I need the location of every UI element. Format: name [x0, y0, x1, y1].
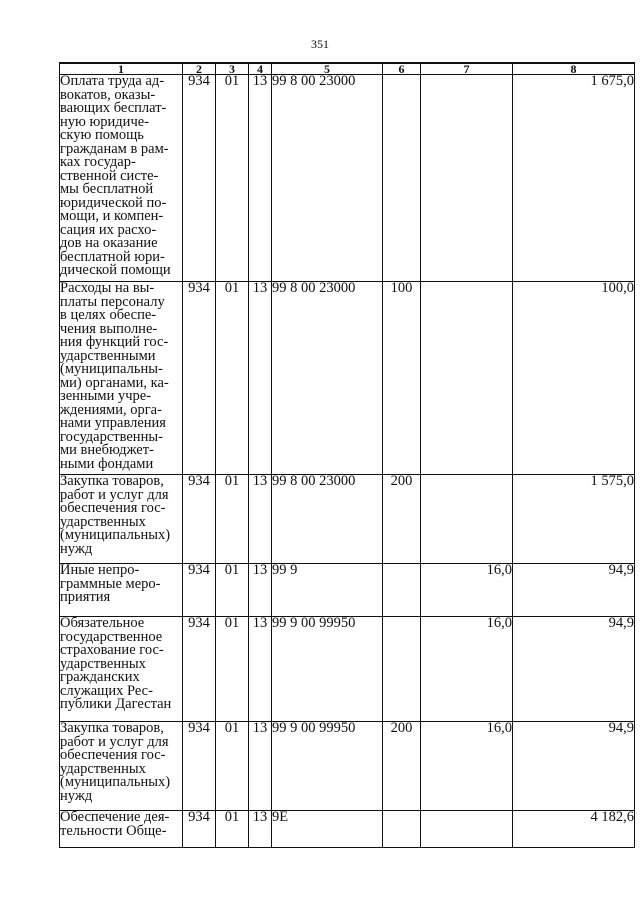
row-name-line: (муниципальны- [60, 361, 163, 377]
header-col-6: 6 [383, 63, 421, 75]
cell-col-4: 13 [249, 564, 272, 617]
row-name-line: страхование гос- [60, 642, 164, 658]
row-name-line: вокатов, оказы- [60, 86, 156, 103]
cell-col-2: 934 [183, 811, 216, 848]
cell-col-6 [383, 75, 421, 282]
cell-col-8: 1 675,0 [513, 75, 635, 282]
row-name-line: скую помощь [60, 127, 144, 143]
cell-col-2: 934 [183, 75, 216, 282]
row-name-cell [60, 617, 183, 722]
row-name-line: ственной систе- [60, 167, 159, 184]
cell-col-6 [383, 617, 421, 722]
header-col-1: 1 [60, 63, 183, 75]
cell-col-2: 934 [183, 282, 216, 475]
cell-col-3: 01 [216, 617, 249, 722]
cell-col-8: 4 182,6 [513, 811, 635, 848]
row-name-line: Закупка товаров, [60, 720, 164, 736]
row-name-line: ударственных [60, 513, 146, 530]
cell-col-8: 94,9 [513, 722, 635, 811]
row-name-line: мощи, и компен- [60, 208, 164, 224]
cell-col-6: 200 [383, 722, 421, 811]
row-name-line: (муниципальных) [60, 527, 171, 543]
row-name-cell [60, 282, 183, 475]
row-name-line: (муниципальных) [60, 774, 171, 790]
row-name-cell [60, 475, 183, 564]
row-name-line: работ и услуг для [60, 733, 169, 750]
cell-col-4: 13 [249, 282, 272, 475]
row-name-line: обеспечения гос- [60, 747, 166, 763]
row-name-line: зенными учре- [60, 388, 152, 404]
cell-col-3: 01 [216, 75, 249, 282]
row-name-line: публики Дагестан [60, 696, 172, 712]
cell-col-4: 13 [249, 617, 272, 722]
cell-col-7 [421, 75, 513, 282]
row-name-line: ми внебюджет- [60, 442, 154, 458]
table-row [60, 75, 635, 282]
table-row [60, 564, 635, 617]
row-name-line: мы бесплатной [60, 181, 154, 197]
header-col-3: 3 [216, 63, 249, 75]
table-row [60, 475, 635, 564]
cell-col-2: 934 [183, 617, 216, 722]
row-name-line: юридической по- [60, 194, 167, 211]
row-name-line: гражданских [60, 669, 140, 685]
cell-col-8: 1 575,0 [513, 475, 635, 564]
header-col-4: 4 [249, 63, 272, 75]
row-name-line: нами управления [60, 415, 166, 431]
cell-col-5: 99 9 00 99950 [272, 617, 383, 722]
row-name-line: вающих бесплат- [60, 100, 167, 116]
cell-col-7: 16,0 [421, 617, 513, 722]
row-name-line: приятия [60, 589, 111, 605]
cell-col-7: 16,0 [421, 722, 513, 811]
cell-col-3: 01 [216, 475, 249, 564]
row-name-line: ждениями, орга- [60, 401, 162, 418]
row-name-line: работ и услуг для [60, 486, 169, 503]
cell-col-7 [421, 282, 513, 475]
table-row [60, 722, 635, 811]
row-name-line: нужд [60, 787, 93, 804]
cell-col-6: 100 [383, 282, 421, 475]
row-name-cell [60, 564, 183, 617]
cell-col-4: 13 [249, 722, 272, 811]
budget-table [59, 62, 635, 848]
row-name-line: Обязательное [60, 615, 145, 631]
cell-col-7 [421, 811, 513, 848]
row-name-line: ударственными [60, 347, 156, 364]
row-name-line: государственное [60, 628, 163, 645]
cell-col-6 [383, 811, 421, 848]
header-col-7: 7 [421, 63, 513, 75]
cell-col-7 [421, 475, 513, 564]
cell-col-3: 01 [216, 564, 249, 617]
row-name-line: ударственных [60, 655, 146, 672]
cell-col-5: 99 9 00 99950 [272, 722, 383, 811]
cell-col-5: 9Е [272, 811, 383, 848]
cell-col-6 [383, 564, 421, 617]
table-row [60, 282, 635, 475]
table-row [60, 811, 635, 848]
table-row [60, 617, 635, 722]
row-name-line: сация их расхо- [60, 221, 157, 238]
table-body [60, 75, 635, 848]
cell-col-5: 99 8 00 23000 [272, 282, 383, 475]
cell-col-3: 01 [216, 722, 249, 811]
row-name-line: обеспечения гос- [60, 500, 166, 516]
cell-col-3: 01 [216, 811, 249, 848]
row-name-line: граммные меро- [60, 575, 161, 592]
row-name-line: ную юридиче- [60, 113, 150, 130]
row-name-line: ния функций гос- [60, 334, 169, 350]
cell-col-4: 13 [249, 475, 272, 564]
row-name-cell [60, 811, 183, 848]
row-name-line: ными фондами [60, 455, 154, 472]
row-name-line: служащих Рес- [60, 682, 153, 699]
row-name-line: платы персоналу [60, 293, 165, 310]
header-col-2: 2 [183, 63, 216, 75]
cell-col-8: 94,9 [513, 617, 635, 722]
cell-col-5: 99 9 [272, 564, 383, 617]
row-name-line: в целях обеспе- [60, 307, 157, 323]
row-name-line: Оплата труда ад- [60, 73, 165, 89]
cell-col-8: 100,0 [513, 282, 635, 475]
row-name-line: Закупка товаров, [60, 473, 164, 489]
cell-col-7: 16,0 [421, 564, 513, 617]
row-name-cell [60, 75, 183, 282]
page-number: 351 [311, 37, 329, 51]
row-name-line: чения выполне- [60, 320, 158, 337]
row-name-line: ках государ- [60, 154, 136, 170]
cell-col-5: 99 8 00 23000 [272, 475, 383, 564]
row-name-line: государственны- [60, 428, 163, 445]
row-name-line: Расходы на вы- [60, 280, 155, 296]
cell-col-5: 99 8 00 23000 [272, 75, 383, 282]
row-name-line: Иные непро- [60, 562, 140, 578]
row-name-line: ми) органами, ка- [60, 374, 169, 391]
cell-col-6: 200 [383, 475, 421, 564]
cell-col-8: 94,9 [513, 564, 635, 617]
cell-col-2: 934 [183, 722, 216, 811]
header-col-5: 5 [272, 63, 383, 75]
cell-col-3: 01 [216, 282, 249, 475]
cell-col-2: 934 [183, 475, 216, 564]
cell-col-4: 13 [249, 811, 272, 848]
header-col-8: 8 [513, 63, 635, 75]
row-name-line: Обеспечение дея- [60, 809, 170, 825]
row-name-line: гражданам в рам- [60, 140, 169, 157]
cell-col-4: 13 [249, 75, 272, 282]
cell-col-2: 934 [183, 564, 216, 617]
row-name-line: ударственных [60, 760, 146, 777]
row-name-cell [60, 722, 183, 811]
row-name-line: дической помощи [60, 262, 171, 278]
row-name-line: бесплатной юри- [60, 248, 165, 265]
row-name-line: нужд [60, 540, 93, 557]
row-name-line: тельности Обще- [60, 822, 167, 839]
row-name-line: дов на оказание [60, 235, 158, 251]
